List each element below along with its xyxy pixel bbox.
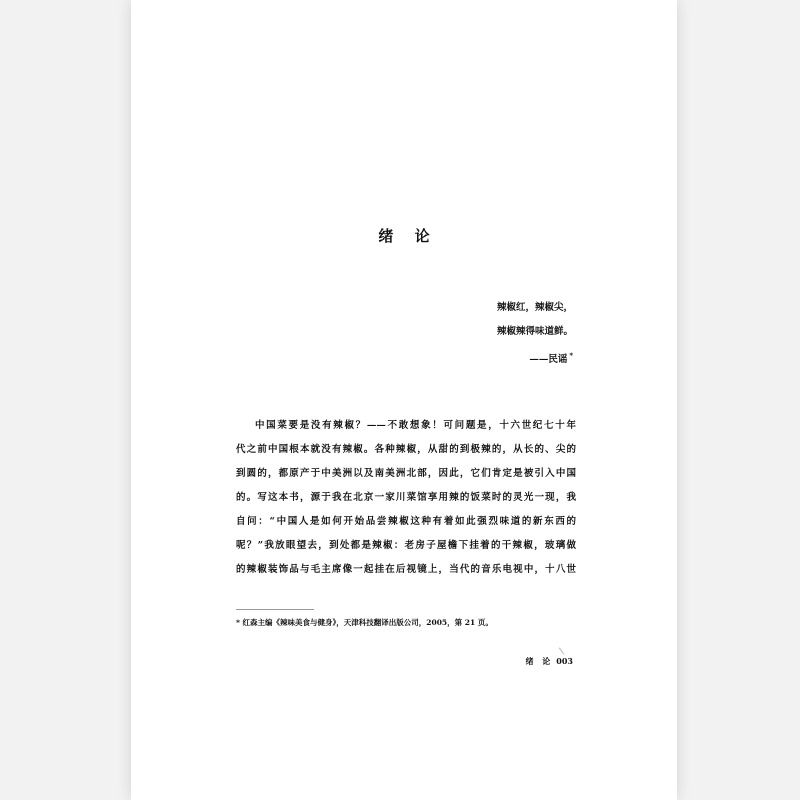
- body-line: 代之前中国根本就没有辣椒。各种辣椒，从甜的到极辣的，从长的、尖的: [236, 444, 576, 455]
- epigraph-line: 辣椒辣得味道鲜。: [496, 326, 573, 337]
- epigraph-line: 辣椒红，辣椒尖，: [496, 302, 573, 313]
- epigraph-attribution: ——民谣: [529, 354, 568, 366]
- footnote: * 红森主编《辣味美食与健身》，天津科技翻译出版公司，2005，第 21 页。: [236, 618, 493, 627]
- body-line: 自问：“中国人是如何开始品尝辣椒这种有着如此强烈味道的新东西的: [236, 516, 576, 527]
- footnote-marker[interactable]: *: [569, 351, 573, 360]
- body-line: 到圆的，都原产于中美洲以及南美洲北部，因此，它们肯定是被引入中国: [236, 468, 576, 479]
- footnote-divider: [236, 609, 314, 610]
- body-line: 的。写这本书，源于我在北京一家川菜馆享用辣的饭菜时的灵光一现，我: [236, 492, 576, 503]
- epigraph-attribution-line: [497, 344, 573, 372]
- body-paragraph: [236, 414, 576, 582]
- book-page: [131, 0, 677, 800]
- running-footer: [526, 654, 574, 668]
- body-line: 中国菜要是没有辣椒？——不敢想象！可问题是，十六世纪七十年: [255, 420, 576, 431]
- running-footer-title: 绪 论: [525, 656, 554, 666]
- body-line: 呢？”我放眼望去，到处都是辣椒：老房子屋檐下挂着的干辣椒，玻璃做: [236, 540, 576, 551]
- epigraph: [497, 296, 573, 372]
- body-line: 的辣椒装饰品与毛主席像一起挂在后视镜上，当代的音乐电视中，十八世: [236, 564, 576, 575]
- chapter-title: 绪 论: [378, 227, 438, 245]
- page-number: 003: [556, 656, 573, 666]
